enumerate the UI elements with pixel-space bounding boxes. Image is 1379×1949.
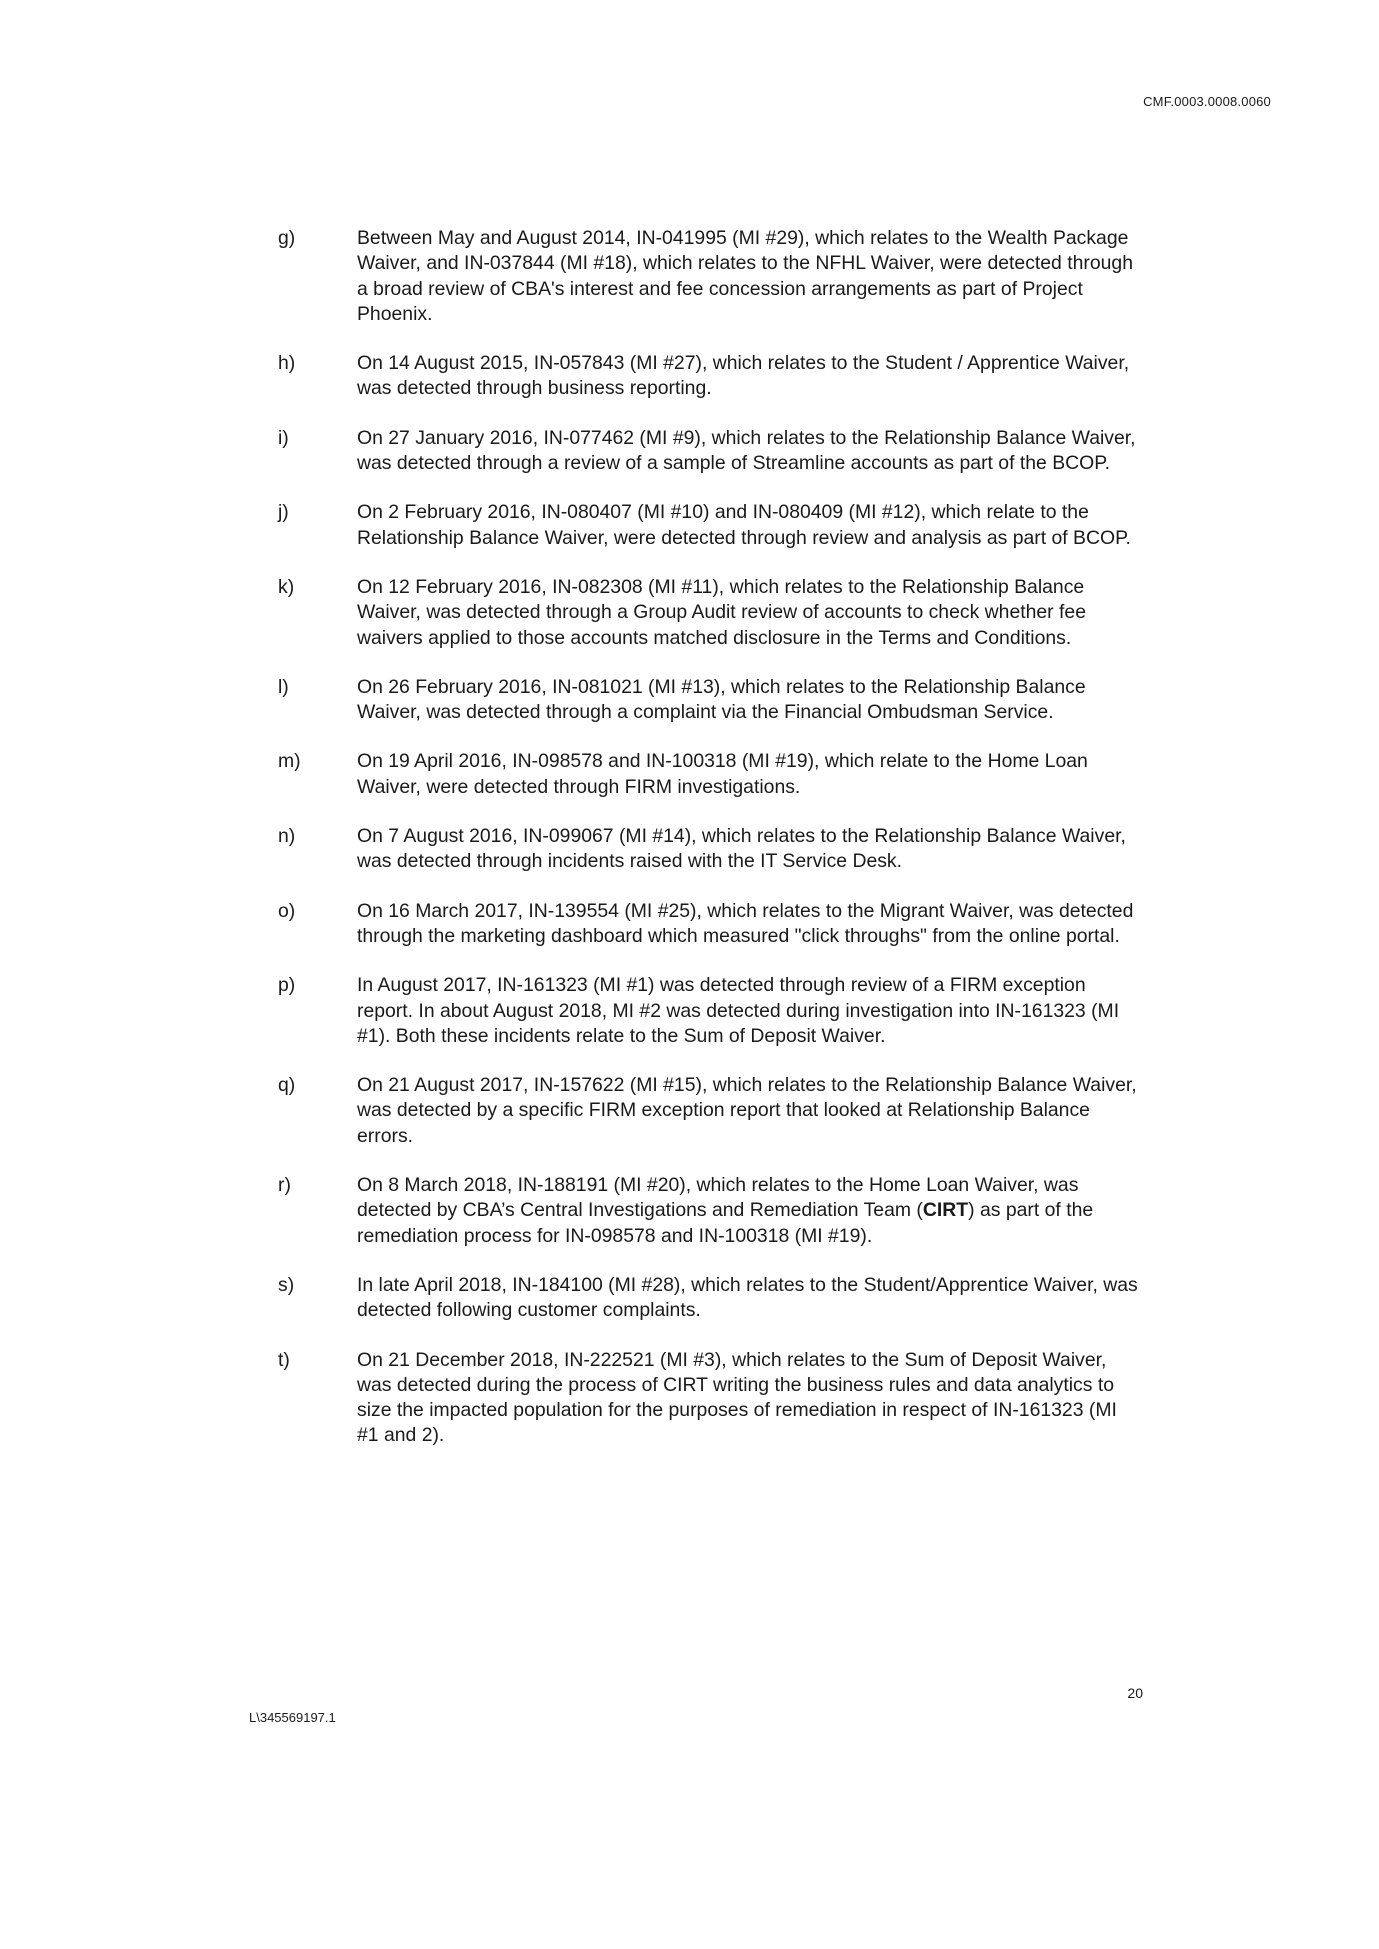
- list-item-text: On 26 February 2016, IN-081021 (MI #13), which relates to the Relationship Balance Waiver, was detected through a complaint via the Financial Ombudsman Service.: [357, 675, 1086, 724]
- list-item-text: In August 2017, IN-161323 (MI #1) was detected through review of a FIRM exception report. In about August 2018, MI #2 was detected during investigation into IN-161323 (MI #1). Both these incidents relate to the Sum of Deposit Waiver.: [357, 974, 1120, 1047]
- list-item-text-before: On 8 March 2018, IN-188191 (MI #20), which relates to the Home Loan Waiver, was detected by CBA’s Central Investigations and Remediation Team (: [357, 1174, 1079, 1222]
- document-reference: L\345569197.1: [249, 1710, 336, 1725]
- list-item-marker: r): [278, 1174, 291, 1197]
- list-item: [278, 1348, 1138, 1449]
- list-item-text: On 19 April 2016, IN-098578 and IN-100318 (MI #19), which relate to the Home Loan Waiver, were detected through FIRM investigations.: [357, 750, 1088, 798]
- list-item-marker: o): [278, 899, 296, 922]
- list-item: [278, 575, 1138, 651]
- list-item: [278, 1173, 1138, 1249]
- incident-list: [278, 226, 1138, 1473]
- list-item: [278, 226, 1138, 327]
- list-item-marker: p): [278, 974, 296, 997]
- list-item-text: On 21 December 2018, IN-222521 (MI #3), which relates to the Sum of Deposit Waiver, was detected during the process of CIRT writing the business rules and data analytics to size the impacted population for the purposes of remediation in respect of IN-161323 (MI #1 and 2).: [357, 1348, 1117, 1447]
- list-item: [278, 824, 1138, 875]
- list-item: [278, 351, 1138, 402]
- list-item: [278, 899, 1138, 950]
- list-item: [278, 973, 1138, 1049]
- list-item-text: On 12 February 2016, IN-082308 (MI #11), which relates to the Relationship Balance Waiver, was detected through a Group Audit review of accounts to check whether fee waivers applied to those accounts matched disclosure in the Terms and Conditions.: [357, 575, 1086, 649]
- list-item-text-after: ) as part of the remediation process for IN-098578 and IN-100318 (MI #19).: [357, 1199, 1094, 1247]
- list-item-text: On 21 August 2017, IN-157622 (MI #15), which relates to the Relationship Balance Waiver, was detected by a specific FIRM exception report that looked at Relationship Balance errors.: [357, 1074, 1137, 1147]
- list-item-marker: k): [278, 575, 295, 598]
- list-item-marker: n): [278, 825, 296, 848]
- page-number: 20: [1127, 1685, 1143, 1701]
- list-item-marker: g): [278, 227, 296, 249]
- list-item: [278, 749, 1138, 800]
- list-item-marker: t): [278, 1348, 290, 1371]
- list-item: [278, 675, 1138, 726]
- list-item-text: On 14 August 2015, IN-057843 (MI #27), which relates to the Student / Apprentice Waiver, was detected through business reporting.: [357, 352, 1130, 400]
- document-id: CMF.0003.0008.0060: [1143, 94, 1271, 109]
- list-item-text: In late April 2018, IN-184100 (MI #28), which relates to the Student/Apprentice Waiver, was detected following customer complaints.: [357, 1273, 1138, 1322]
- list-item-text: On 16 March 2017, IN-139554 (MI #25), which relates to the Migrant Waiver, was detected through the marketing dashboard which measured "click throughs" from the online portal.: [357, 899, 1134, 947]
- list-item-marker: j): [278, 501, 289, 524]
- list-item-marker: q): [278, 1074, 296, 1097]
- list-item: [278, 1273, 1138, 1324]
- list-item-text: [357, 1174, 1093, 1247]
- list-item: [278, 500, 1138, 551]
- list-item-marker: h): [278, 352, 296, 375]
- list-item: [278, 426, 1138, 477]
- list-item-text: Between May and August 2014, IN-041995 (MI #29), which relates to the Wealth Package Waiver, and IN-037844 (MI #18), which relates to the NFHL Waiver, were detected through a broad review of CBA's interest and fee concession arrangements as part of Project Phoenix.: [357, 227, 1133, 325]
- cirt-abbreviation: CIRT: [922, 1199, 969, 1222]
- list-item-marker: i): [278, 426, 289, 449]
- list-item: [278, 1073, 1138, 1149]
- list-item-text: On 7 August 2016, IN-099067 (MI #14), which relates to the Relationship Balance Waiver, was detected through incidents raised with the IT Service Desk.: [357, 825, 1126, 873]
- list-item-text: On 27 January 2016, IN-077462 (MI #9), which relates to the Relationship Balance Waiver, was detected through a review of a sample of Streamline accounts as part of the BCOP.: [357, 426, 1136, 475]
- list-item-text: On 2 February 2016, IN-080407 (MI #10) and IN-080409 (MI #12), which relate to the Relationship Balance Waiver, were detected through review and analysis as part of BCOP.: [357, 501, 1131, 549]
- list-item-marker: m): [278, 750, 301, 773]
- list-item-marker: s): [278, 1273, 295, 1296]
- list-item-marker: l): [278, 675, 289, 698]
